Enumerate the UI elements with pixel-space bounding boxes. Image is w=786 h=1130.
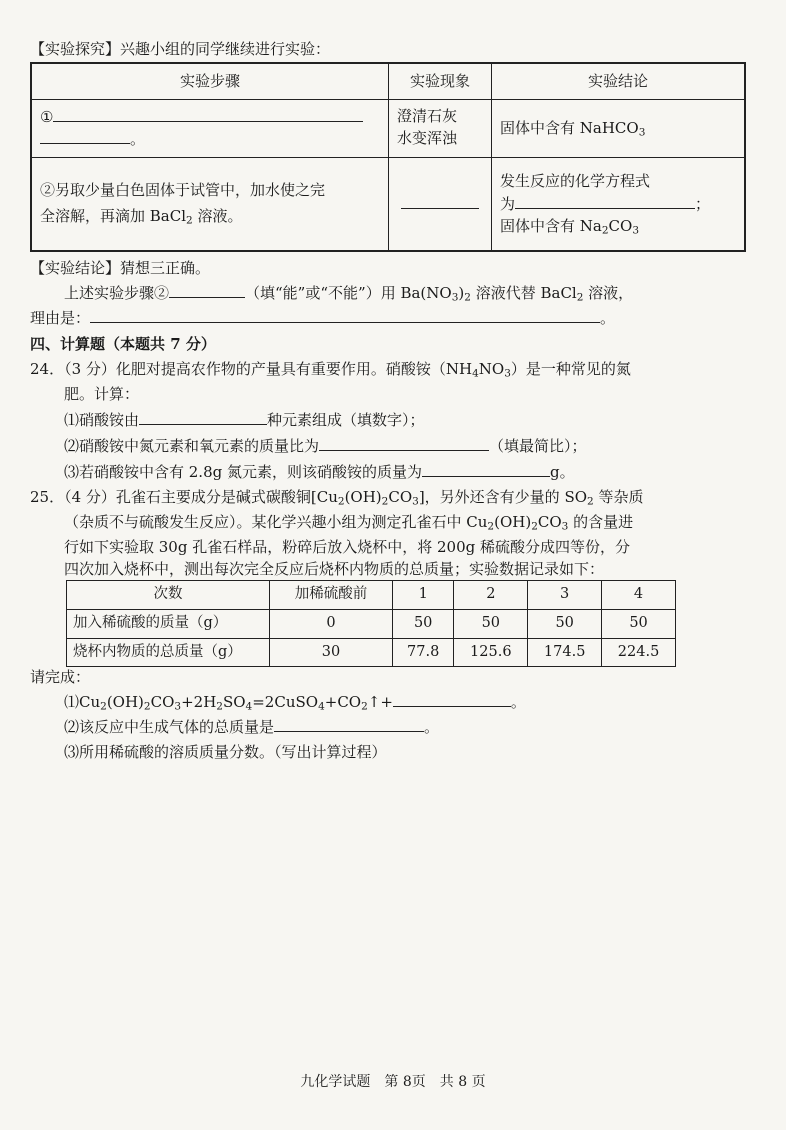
q25-l2-b: (OH) (494, 513, 532, 531)
eq-g: +CO (324, 693, 362, 711)
q25-l2-s1: 2 (487, 520, 495, 533)
eq-a: ⑴Cu (64, 693, 101, 711)
q25-l2-a: （杂质不与硫酸发生反应）。某化学兴趣小组为测定孔雀石中 Cu (64, 513, 488, 531)
table-row (67, 638, 676, 667)
row2-conclusion-line3: 固体中含有 Na (500, 217, 602, 235)
q24-part3-blank[interactable] (422, 461, 550, 477)
row1-phenomenon-line2: 水变浑浊 (397, 129, 458, 147)
q25-l2-c: CO (537, 513, 562, 531)
row2-equation-blank[interactable] (515, 193, 695, 209)
row1-phenomenon-line1: 澄清石灰 (397, 107, 458, 126)
data-header-before: 加稀硫酸前 (270, 581, 393, 610)
table-cell: 50 (454, 609, 528, 638)
row1-step-number: ① (40, 107, 54, 126)
q25-part2-blank[interactable] (274, 716, 424, 732)
reason-end: 。 (600, 309, 616, 327)
table-header-step: 实验步骤 (31, 63, 389, 99)
row2-conclusion-sub2: 3 (632, 224, 639, 237)
row2-conclusion (492, 157, 746, 251)
experiment-table (30, 62, 746, 252)
row1-step (31, 99, 389, 157)
explore-heading: 【实验探究】兴趣小组的同学继续进行实验： (30, 40, 331, 58)
q24-part1-blank[interactable] (139, 409, 267, 425)
q24-part3-a: ⑶若硝酸铵中含有 2.8g 氮元素，则该硝酸铵的质量为 (64, 463, 422, 481)
q25-l1-e: 等杂质 (593, 488, 644, 506)
q24-part1-a: ⑴硝酸铵由 (64, 411, 140, 429)
table-cell: 50 (602, 609, 676, 638)
q25-l1-d: ]，另外还含有少量的 SO (418, 488, 588, 506)
reason-label: 理由是： (30, 309, 91, 327)
q24-intro-line2: 肥。计算： (64, 385, 140, 403)
q24-part3-b: g。 (550, 463, 575, 481)
row2-conclusion-line3b: CO (608, 217, 633, 235)
q25-line2 (64, 511, 633, 534)
q24-intro-b: NO (478, 360, 505, 378)
row2-phenomenon (389, 157, 492, 251)
eq-f: =2CuSO (252, 693, 319, 711)
data-header-3: 3 (528, 581, 602, 610)
data-table (66, 580, 676, 667)
row2-conclusion-line1: 发生反应的化学方程式 (500, 172, 651, 190)
exp-conclusion-sub1: 3 (451, 291, 459, 304)
q25-l2-s3: 3 (561, 520, 569, 533)
data-header-4: 4 (602, 581, 676, 610)
q24-part2-blank[interactable] (319, 435, 489, 451)
eq-h: ↑+ (367, 693, 393, 711)
exp-conclusion-sub2: 2 (464, 291, 471, 304)
table-cell: 30 (270, 638, 393, 667)
q24-part2-a: ⑵硝酸铵中氮元素和氧元素的质量比为 (64, 437, 320, 455)
table-cell: 224.5 (602, 638, 676, 667)
row2-step-line2: 全溶解，再滴加 BaCl (40, 206, 187, 225)
table-cell: 加入稀硫酸的质量（g） (67, 609, 270, 638)
row1-conclusion-sub: 3 (638, 126, 646, 139)
reason-blank[interactable] (90, 307, 600, 323)
exp-conclusion-line3 (30, 307, 615, 330)
row2-step-sub: 2 (186, 214, 193, 227)
table-cell: 0 (270, 609, 393, 638)
q25-l1-s1: 2 (337, 495, 345, 508)
q25-part2-a: ⑵该反应中生成气体的总质量是 (64, 718, 275, 736)
data-header-times: 次数 (67, 581, 270, 610)
row2-conclusion-sub1: 2 (601, 224, 609, 237)
row2-phenomenon-blank[interactable] (401, 193, 479, 209)
q25-l1-a: 25．（4 分）孔雀石主要成分是碱式碳酸铜[Cu (30, 488, 338, 506)
row1-phenomenon (389, 99, 492, 157)
q25-part1-blank[interactable] (393, 691, 511, 707)
table-cell: 174.5 (528, 638, 602, 667)
row1-conclusion-text: 固体中含有 NaHCO (500, 118, 639, 137)
eq-s6: 4 (318, 700, 325, 713)
table-cell: 烧杯内物质的总质量（g） (67, 638, 270, 667)
eq-d: +2H (181, 693, 217, 711)
q24-part2-b: （填最简比）； (489, 437, 587, 455)
page-footer: 九化学试题 第 8页 共 8 页 (300, 1074, 486, 1090)
q25-l2-s2: 2 (531, 520, 538, 533)
row2-conclusion-line2-end: ； (695, 194, 711, 213)
q25-line3: 行如下实验取 30g 孔雀石样品，粉碎后放入烧杯中，将 200g 稀硫酸分成四等份，分 (64, 538, 630, 556)
row2-step (31, 157, 389, 251)
table-header-phenomenon: 实验现象 (389, 63, 492, 99)
row2-step-end: 溶液。 (192, 206, 243, 225)
q25-l1-s2: 2 (381, 495, 389, 508)
q24-intro-c: ）是一种常见的氮 (510, 360, 631, 378)
q24-intro-sub2: 3 (504, 367, 511, 380)
q24-intro (30, 358, 631, 381)
exp-conclusion-line2-c: ) (458, 284, 465, 302)
eq-s2: 2 (143, 700, 151, 713)
exp-conclusion-line2-a: 上述实验步骤② (64, 284, 170, 302)
q25-part2 (64, 716, 439, 739)
q25-line1 (30, 486, 644, 509)
exp-conclusion-sub3: 2 (576, 291, 584, 304)
table-row (67, 609, 676, 638)
row2-conclusion-line2: 为 (500, 194, 516, 213)
eq-e: SO (222, 693, 246, 711)
q25-part2-end: 。 (424, 718, 440, 736)
q25-line4: 四次加入烧杯中，测出每次完全反应后烧杯内物质的总质量；实验数据记录如下： (64, 560, 605, 578)
q25-l1-s4: 2 (587, 495, 594, 508)
table-cell: 125.6 (454, 638, 528, 667)
eq-s7: 2 (361, 700, 368, 713)
exp-conclusion-line2-b: （填“能”或“不能”）用 Ba(NO (245, 284, 452, 302)
q24-part1-b: 种元素组成（填数字）； (267, 411, 425, 429)
q25-l1-c: CO (388, 488, 413, 506)
q24-part2 (64, 435, 587, 458)
exp-conclusion-line2-e: 溶液， (583, 284, 634, 302)
can-or-cannot-blank[interactable] (169, 282, 245, 298)
table-cell: 50 (528, 609, 602, 638)
eq-s5: 4 (245, 700, 253, 713)
exp-conclusion-line2-d: 溶液代替 BaCl (470, 284, 577, 302)
eq-s4: 2 (216, 700, 223, 713)
section-title: 四、计算题（本题共 7 分） (30, 335, 216, 353)
eq-end: 。 (510, 693, 526, 711)
data-header-1: 1 (393, 581, 454, 610)
q24-part3 (64, 461, 575, 484)
table-cell: 77.8 (393, 638, 454, 667)
row1-step-blank[interactable] (53, 106, 363, 122)
q24-intro-a: 24．（3 分）化肥对提高农作物的产量具有重要作用。硝酸铵（NH (30, 360, 473, 378)
q24-intro-sub1: 4 (472, 367, 479, 380)
table-cell: 50 (393, 609, 454, 638)
q25-l1-b: (OH) (344, 488, 382, 506)
q24-part1 (64, 409, 425, 432)
table-header-conclusion: 实验结论 (492, 63, 746, 99)
please-complete: 请完成： (30, 668, 91, 686)
exp-conclusion-line1: 【实验结论】猜想三正确。 (30, 259, 211, 277)
q25-l1-s3: 3 (412, 495, 419, 508)
q25-part1 (64, 691, 526, 714)
row1-step-blank-2[interactable] (40, 128, 130, 144)
row1-step-end: 。 (130, 130, 146, 148)
eq-b: (OH) (106, 693, 144, 711)
row1-conclusion (492, 99, 746, 157)
exp-conclusion-line2 (64, 282, 633, 305)
q25-part3: ⑶所用稀硫酸的溶质质量分数。（写出计算过程） (64, 743, 387, 761)
data-header-2: 2 (454, 581, 528, 610)
row2-step-line1: ②另取少量白色固体于试管中，加水使之完 (40, 181, 326, 200)
eq-s1: 2 (100, 700, 107, 713)
eq-c: CO (150, 693, 175, 711)
q25-l2-d: 的含量进 (568, 513, 634, 531)
eq-s3: 3 (174, 700, 182, 713)
